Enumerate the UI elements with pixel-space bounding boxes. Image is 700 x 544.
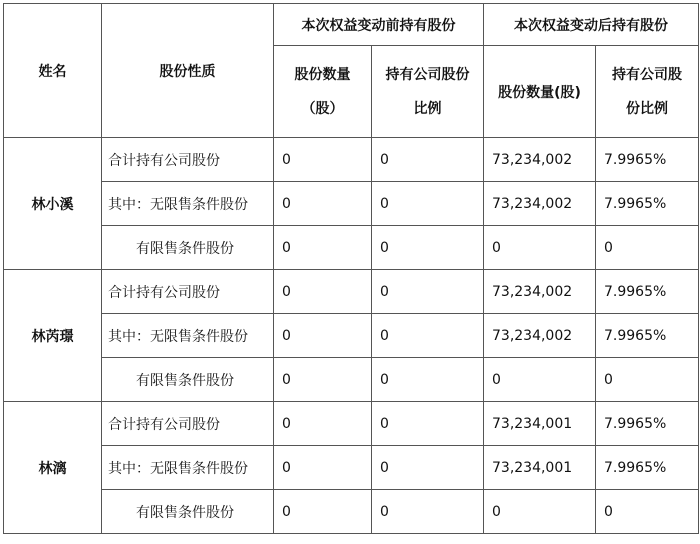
- share-category: 其中：无限售条件股份: [102, 182, 274, 226]
- after-quantity: 0: [484, 226, 596, 270]
- table-row: [4, 226, 699, 270]
- before-quantity: 0: [274, 446, 372, 490]
- before-ratio: 0: [372, 358, 484, 402]
- before-quantity: 0: [274, 490, 372, 534]
- share-category: 合计持有公司股份: [102, 270, 274, 314]
- header-before-ratio: [372, 46, 484, 138]
- share-category: 有限售条件股份: [102, 358, 274, 402]
- share-category: 合计持有公司股份: [102, 138, 274, 182]
- before-ratio: 0: [372, 270, 484, 314]
- header-before-quantity: [274, 46, 372, 138]
- after-quantity: 73,234,002: [484, 138, 596, 182]
- person-name: 林芮璟: [4, 270, 102, 402]
- header-after-change: 本次权益变动后持有股份: [484, 4, 699, 46]
- header-after-ratio-line1: 持有公司股: [612, 66, 682, 83]
- before-ratio: 0: [372, 138, 484, 182]
- header-after-ratio: [596, 46, 699, 138]
- after-ratio: 7.9965%: [596, 446, 699, 490]
- table-row: [4, 270, 699, 314]
- before-ratio: 0: [372, 314, 484, 358]
- after-ratio: 7.9965%: [596, 138, 699, 182]
- share-category: 其中：无限售条件股份: [102, 314, 274, 358]
- before-quantity: 0: [274, 314, 372, 358]
- after-ratio: 7.9965%: [596, 402, 699, 446]
- after-quantity: 73,234,001: [484, 446, 596, 490]
- after-ratio: 7.9965%: [596, 314, 699, 358]
- after-ratio: 0: [596, 490, 699, 534]
- before-quantity: 0: [274, 182, 372, 226]
- header-after-ratio-line2: 份比例: [626, 100, 668, 117]
- table-row: [4, 182, 699, 226]
- header-before-quantity-line2: （股）: [301, 100, 344, 117]
- before-quantity: 0: [274, 138, 372, 182]
- after-ratio: 7.9965%: [596, 270, 699, 314]
- before-ratio: 0: [372, 402, 484, 446]
- table-row: [4, 402, 699, 446]
- header-share-nature: 股份性质: [102, 4, 274, 138]
- header-before-quantity-line1: 股份数量: [294, 66, 351, 83]
- before-quantity: 0: [274, 358, 372, 402]
- after-quantity: 0: [484, 490, 596, 534]
- after-quantity: 0: [484, 358, 596, 402]
- share-category: 有限售条件股份: [102, 490, 274, 534]
- before-quantity: 0: [274, 402, 372, 446]
- header-name: 姓名: [4, 4, 102, 138]
- before-ratio: 0: [372, 182, 484, 226]
- header-before-ratio-line1: 持有公司股份: [385, 66, 470, 83]
- after-ratio: 7.9965%: [596, 182, 699, 226]
- header-row-top: [4, 4, 699, 46]
- header-after-quantity: 股份数量(股): [484, 46, 596, 138]
- after-quantity: 73,234,002: [484, 182, 596, 226]
- share-category: 其中：无限售条件股份: [102, 446, 274, 490]
- header-before-change: 本次权益变动前持有股份: [274, 4, 484, 46]
- after-quantity: 73,234,001: [484, 402, 596, 446]
- before-ratio: 0: [372, 490, 484, 534]
- after-ratio: 0: [596, 358, 699, 402]
- table-row: [4, 490, 699, 534]
- after-quantity: 73,234,002: [484, 314, 596, 358]
- header-before-ratio-line2: 比例: [413, 100, 442, 117]
- table-row: [4, 358, 699, 402]
- table-row: [4, 314, 699, 358]
- table-row: [4, 138, 699, 182]
- share-category: 合计持有公司股份: [102, 402, 274, 446]
- after-ratio: 0: [596, 226, 699, 270]
- before-quantity: 0: [274, 270, 372, 314]
- after-quantity: 73,234,002: [484, 270, 596, 314]
- person-name: 林小溪: [4, 138, 102, 270]
- table-row: [4, 446, 699, 490]
- before-ratio: 0: [372, 226, 484, 270]
- person-name: 林漓: [4, 402, 102, 534]
- before-quantity: 0: [274, 226, 372, 270]
- before-ratio: 0: [372, 446, 484, 490]
- share-category: 有限售条件股份: [102, 226, 274, 270]
- shareholding-table: [3, 3, 699, 534]
